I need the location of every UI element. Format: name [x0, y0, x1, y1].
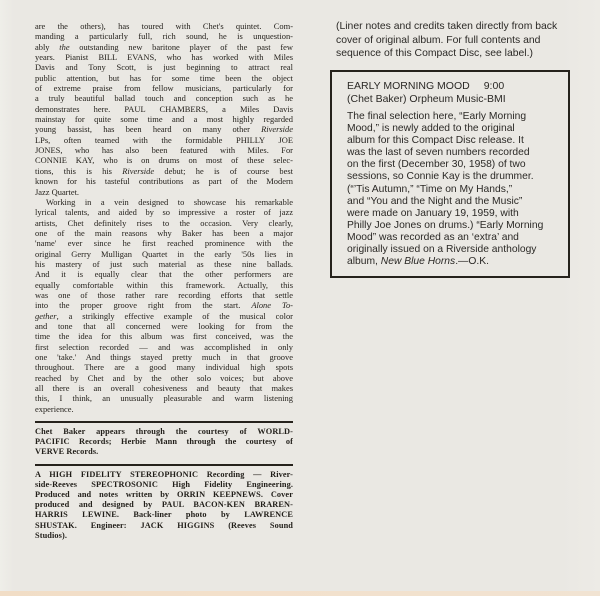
text-line: side-Reeves SPECTROSONIC High Fidelity Engineering.	[35, 479, 293, 489]
text-line: into the proper groove right from the start. Alone To-	[35, 300, 293, 311]
text-line: PACIFIC Records; Herbie Mann through the courtesy of	[35, 437, 293, 447]
text-line: Davis and Tony Scott, is just beginning to attract real	[35, 62, 293, 73]
text-line: experience.	[35, 403, 74, 414]
text-line: equally comfortable within this framework. Actually, this	[35, 279, 293, 290]
text-line: throughout. There are a good many individual high spots	[35, 362, 293, 373]
text-line: Chet Baker appears through the courtesy of WORLD-	[35, 427, 293, 437]
text-line: young bassist, has been heard on many other Riverside	[35, 124, 293, 135]
text-line: produced and designed by PAUL BACON-KEN BRAREN-	[35, 500, 293, 510]
production-credit	[35, 470, 293, 541]
text-line: was the last of seven numbers recorded	[347, 147, 530, 159]
text-line: time the idea for this album was first conceived, was the	[35, 331, 293, 342]
text-line: album, New Blue Horns.—O.K.	[347, 256, 489, 268]
divider-rule-top	[35, 421, 293, 423]
track-composer-credit: (Chet Baker) Orpheum Music-BMI	[347, 93, 506, 105]
text-line: were made on January 19, 1959, with	[347, 207, 519, 219]
track-info-box	[330, 70, 570, 278]
text-line: cover of original album. For full contents and	[336, 34, 541, 46]
text-line: JONES, who has also been featured with Miles. For	[35, 145, 293, 156]
text-line: one 'take.' And things stayed pretty much in that groove	[35, 352, 293, 362]
text-line: one of the main reasons why Baker has been a major	[35, 227, 293, 238]
text-line: artists, Chet definitely rises to the occasion. Very clearly,	[35, 217, 293, 228]
text-line: A HIGH FIDELITY STEREOPHONIC Recording — River-	[35, 469, 293, 479]
text-line: And it is equally clear that the other performers are	[35, 269, 293, 280]
text-line: gether, a strikingly effective example of the musical color	[35, 310, 293, 321]
text-line: sequence of this Compact Disc, see label.)	[336, 48, 533, 60]
text-line: Studios).	[35, 530, 68, 540]
text-line: VERVE Records.	[35, 447, 99, 457]
text-line: public attention, but has for some time been the object	[35, 72, 293, 83]
text-line: Produced and notes written by ORRIN KEEPNEWS. Cover	[35, 490, 293, 500]
artist-courtesy-credit	[35, 427, 293, 458]
text-line: mainstay for quite some time and a most highly regarded	[35, 114, 293, 125]
text-line: lyrical talents, and aided by so impressive a roster of jazz	[35, 207, 293, 218]
track-title: EARLY MORNING MOOD	[347, 80, 470, 92]
text-line: manding a particularly full, rich sound, he is unquestion-	[35, 31, 293, 42]
liner-notes-paragraph-2	[35, 197, 293, 414]
reissue-note	[336, 20, 586, 61]
divider-rule-bottom	[35, 464, 293, 466]
liner-notes-column	[35, 21, 293, 541]
track-title-row	[347, 80, 560, 93]
text-line: LPs, often teamed with the formidable PHILLY JOE	[35, 134, 293, 145]
text-line: known for his tasteful contributions as part of the Modern	[35, 176, 293, 187]
text-line: all there is an overall cohesiveness and beauty that makes	[35, 383, 293, 394]
text-line: years. Pianist BILL EVANS, who has worked with Miles	[35, 52, 293, 63]
text-line: sessions, so Connie Kay is the drummer.	[347, 171, 534, 183]
text-line: originally issued on a Riverside anthology	[347, 244, 537, 256]
text-line: (Liner notes and credits taken directly from back	[336, 21, 558, 32]
scan-edge-strip	[0, 591, 600, 596]
text-line: 'name' ever since he first reached prominence with the	[35, 238, 293, 249]
liner-notes-paragraph-1	[35, 21, 293, 197]
text-line: and “You and the Night and the Music”	[347, 195, 523, 207]
text-line: on the first (December 30, 1958) of two	[347, 159, 526, 171]
text-line: Mood” was recorded as an ‘extra’ and	[347, 231, 519, 243]
text-line: Philly Joe Jones on drums.) “Early Morning	[347, 219, 544, 231]
text-line: HARRIS LEWINE. Back-liner photo by LAWRENCE	[35, 510, 293, 520]
text-line: Jazz Quartet.	[35, 186, 80, 197]
text-line: are the others), has toured with Chet's quintet. Com-	[35, 21, 293, 31]
text-line: first selection recorded — and was accomplished in only	[35, 341, 293, 352]
text-line: and tone that all concerned were looking for from the	[35, 320, 293, 331]
text-line: reached by Chet and by the other solo voices; but above	[35, 372, 293, 383]
text-line: original Gerry Mulligan Quartet in the early '50s lies in	[35, 248, 293, 259]
text-line: The final selection here, “Early Morning	[347, 111, 527, 122]
text-line: (“’Tis Autumn,” “Time on My Hands,”	[347, 183, 513, 195]
text-line: demonstrates here. PAUL CHAMBERS, a Miles Davis	[35, 103, 293, 114]
text-line: CONNIE KAY, who is on drums on most of these selec-	[35, 155, 293, 166]
text-line: his mastery of just such material as these nine ballads.	[35, 258, 293, 269]
text-line: Mood,” is newly added to the original	[347, 123, 515, 135]
text-line: a truly beautiful ballad touch and conception such as he	[35, 93, 293, 104]
text-line: of extreme praise from fellow musicians, particularly for	[35, 83, 293, 94]
track-duration: 9:00	[483, 80, 505, 92]
text-line: was one of those rather rare recording efforts that settle	[35, 289, 293, 300]
text-line: ably the outstanding new baritone player of the past few	[35, 41, 294, 52]
text-line: tions, this is his Riverside debut; he is of course best	[35, 165, 293, 176]
track-description	[347, 111, 560, 268]
text-line: album for this Compact Disc release. It	[347, 135, 524, 147]
text-line: SHUSTAK. Engineer: JACK HIGGINS (Reeves Sound	[35, 520, 293, 530]
text-line: this, I think, an unusually pleasurable and warm listening	[35, 393, 293, 404]
text-line: Working in a vein designed to showcase his remarkable	[46, 196, 293, 207]
